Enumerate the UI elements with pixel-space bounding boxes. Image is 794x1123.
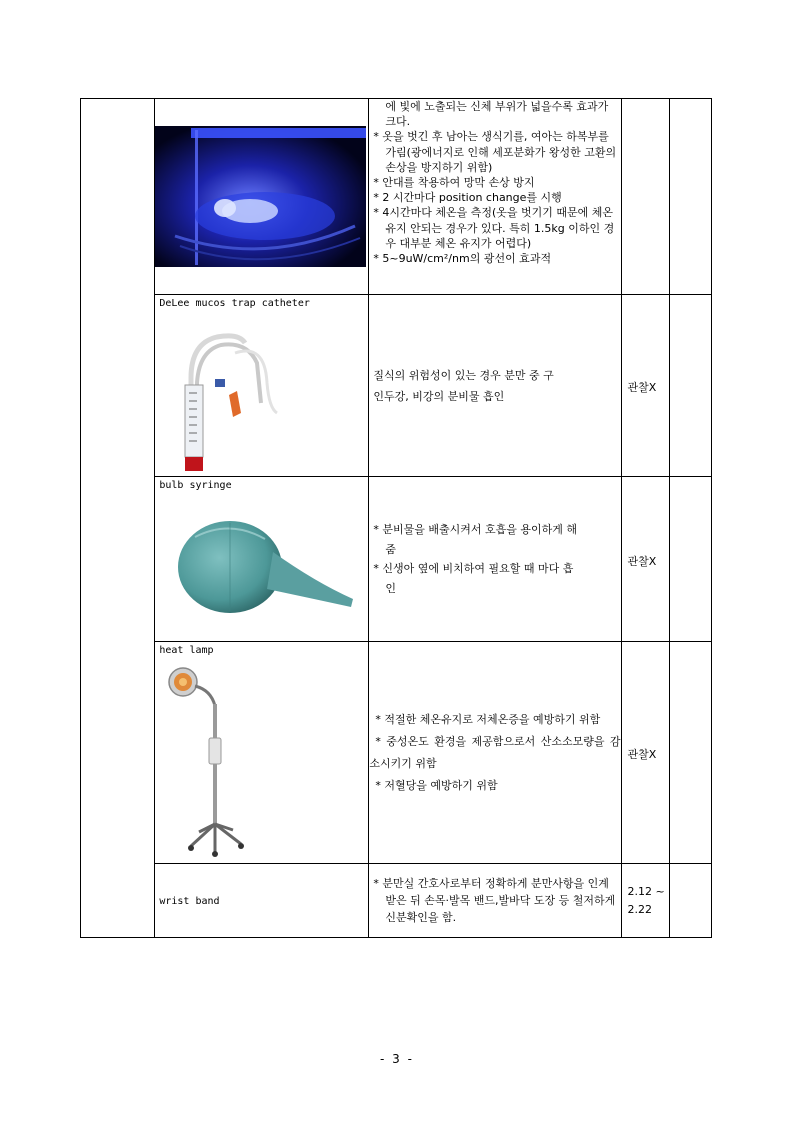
category-cell: [81, 99, 155, 938]
description-line: * 5~9uW/cm²/nm의 광선이 효과적: [373, 252, 552, 266]
item-name: bulb syringe: [159, 480, 232, 491]
description-line: * 2 시간마다 position change를 시행: [373, 191, 562, 205]
description-line: * 옷을 벗긴 후 남아는 생식기를, 여아는 하복부를 가림(광에너지로 인해 세포분화가 왕성한 고환의 손상을 방지하기 위함): [373, 130, 617, 174]
table-row: [81, 642, 712, 864]
phototherapy-image: [155, 126, 366, 267]
description-line: * 저혈당을 예방하기 위함: [375, 778, 498, 792]
note-cell: [669, 99, 711, 295]
item-cell: [155, 864, 369, 938]
description-line: * 적절한 체온유지로 저체온증을 예방하기 위함: [375, 712, 601, 726]
description-line: * 분만실 간호사로부터 정확하게 분만사항을 인계받은 뒤 손목·발목 밴드,발바닥 도장 등 철저하게 신분확인을 함.: [373, 877, 616, 924]
description-line: 에 빛에 노출되는 신체 부위가 넓을수록 효과가 크다.: [385, 100, 609, 129]
item-name: DeLee mucos trap catheter: [159, 298, 310, 309]
table-row: [81, 477, 712, 642]
description-cell: [369, 864, 621, 938]
description-cell: [369, 295, 621, 477]
note-cell: [669, 477, 711, 642]
observation-cell: [621, 99, 669, 295]
item-name: wrist band: [159, 895, 220, 907]
observation-cell: [621, 864, 669, 938]
description-line: 질식의 위험성이 있는 경우 분만 중 구인두강, 비강의 분비물 흡인: [373, 368, 554, 403]
observation-cell: 관찰X: [621, 477, 669, 642]
note-cell: [669, 864, 711, 938]
item-name: heat lamp: [159, 645, 214, 656]
observation-cell: 관찰X: [621, 295, 669, 477]
table-row: [81, 295, 712, 477]
description-cell: [369, 477, 621, 642]
description-line: * 분비물을 배출시켜서 호흡을 용이하게 해줌: [373, 523, 577, 556]
description-line: * 신생아 옆에 비치하여 필요할 때 마다 흡인: [373, 562, 574, 595]
note-cell: [669, 642, 711, 864]
table-row: [81, 864, 712, 938]
description-line: * 중성온도 환경을 제공함으로서 산소소모량을 감소시키기 위함: [369, 734, 621, 770]
note-cell: [669, 295, 711, 477]
page-number: - 3 -: [380, 1052, 414, 1066]
description-cell: [369, 642, 621, 864]
item-cell: [155, 642, 369, 864]
bulb-syringe-image: [155, 497, 366, 637]
date-range-start: 2.12 ~: [627, 884, 665, 898]
observation-cell: 관찰X: [621, 642, 669, 864]
description-line: * 4시간마다 체온을 측정(옷을 벗기기 때문에 체온유지 안되는 경우가 있다. 특히 1.5kg 이하인 경우 대부분 체온 유지가 어렵다): [373, 206, 615, 250]
table-row: [81, 99, 712, 295]
catheter-image: [177, 323, 287, 473]
item-cell: [155, 99, 369, 295]
item-cell: [155, 477, 369, 642]
heat-lamp-image: [163, 660, 263, 860]
description-cell: [369, 99, 621, 295]
equipment-table: [80, 98, 712, 938]
description-line: * 안대를 착용하여 망막 손상 방지: [373, 176, 535, 190]
item-cell: [155, 295, 369, 477]
date-range-end: 2.22: [627, 902, 653, 916]
